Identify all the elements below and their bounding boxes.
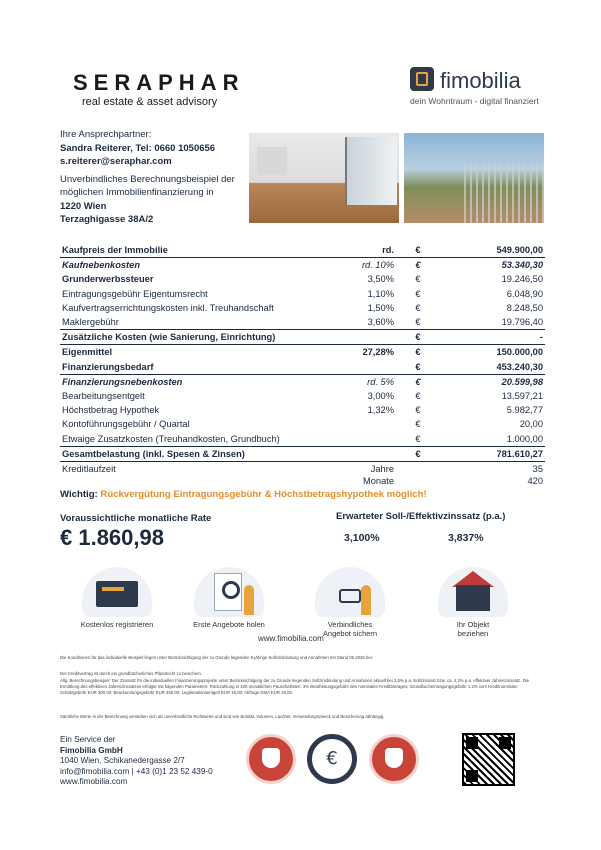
step-offers: Erste Angebote holen — [179, 567, 279, 629]
table-row: Etwaige Zusatzkosten (Treuhandkosten, Grundbuch) € 1.000,00 — [60, 431, 545, 446]
partner-tagline: dein Wohntraum - digital finanziert — [410, 96, 539, 106]
monthly-rate-value: € 1.860,98 — [60, 525, 164, 550]
table-row: Kaufpreis der Immobilie rd. € 549.900,00 — [60, 243, 545, 258]
fineprint-disclaimer: Sämtliche Werte in der Berechnung verstehen sich als unverbindliche Richtwerte und sind von Bonität, Volumen, Laufzeit, Verwendungszweck und Besicherung abhängig. — [60, 714, 385, 719]
magnifier-icon — [194, 567, 264, 617]
refund-hint — [60, 489, 427, 500]
contact-label: Ihre Ansprechpartner: — [60, 129, 152, 140]
terrace-photo — [404, 133, 544, 223]
austria-seal-icon — [246, 734, 296, 784]
footer-company — [60, 735, 213, 788]
footer-web[interactable]: www.fimobilia.com — [60, 777, 128, 787]
footer-company-name: Fimobilia GmbH — [60, 745, 123, 755]
fineprint-lien: Der Kreditvertrag ist durch ein grundbücherliches Pfandrecht zu besichern. — [60, 671, 203, 676]
table-row: Zusätzliche Kosten (wie Sanierung, Einrichtung) € - — [60, 330, 545, 345]
nominal-rate: 3,100% — [344, 532, 380, 544]
table-row: Grunderwerbssteuer 3,50% € 19.246,50 — [62, 274, 543, 285]
table-row: Kreditlaufzeit Jahre 35 — [62, 463, 543, 474]
contact-name-phone[interactable]: Sandra Reiterer, Tel: 0660 1050656 — [60, 142, 216, 154]
partner-name: fimobilia — [440, 68, 521, 93]
brand-name: SERAPHAR — [73, 70, 245, 95]
hint-text: Rückvergütung Eintragungsgebühr & Höchstbetragshypothek möglich! — [100, 489, 427, 500]
table-row: Finanzierungsnebenkosten rd. 5% € 20.599,98 — [62, 376, 543, 387]
step-secure-offer: Verbindliches Angebot sichern — [300, 567, 400, 638]
interior-photo — [249, 133, 399, 223]
handshake-icon — [315, 567, 385, 617]
website-link[interactable]: www.fimobilia.com — [258, 634, 324, 643]
step-register: Kostenlos registrieren — [67, 567, 167, 629]
effective-rate: 3,837% — [448, 532, 484, 544]
table-row: Maklergebühr 3,60% € 19.796,40 — [60, 315, 545, 330]
monthly-rate-label: Voraussichtliche monatliche Rate — [60, 513, 212, 524]
calculation-table — [60, 243, 545, 476]
months-value: 420 — [527, 476, 543, 486]
footer-address: 1040 Wien, Schikanedergasse 2/7 — [60, 756, 185, 766]
table-row: Eintragungsgebühr Eigentumsrecht 1,10% € 6.048,90 — [62, 288, 543, 299]
fineprint-conditions: Die Konditionen für das individuelle Beispiel liegen unter Berücksichtigung der zu Grunde liegenden 5-jährige Sollzinsbindung und Annahmen mit Stand 05.2025 bei: — [60, 655, 373, 660]
fimobilia-logo-icon — [410, 67, 434, 91]
hint-prefix: Wichtig: — [60, 489, 98, 500]
property-city: 1220 Wien — [60, 200, 107, 212]
table-row: Bearbeitungsentgelt 3,00% € 13.597,21 — [62, 390, 543, 401]
laptop-icon — [82, 567, 152, 617]
house-icon — [438, 567, 508, 617]
footer-service: Ein Service der — [60, 735, 116, 744]
brand-tagline: real estate & asset advisory — [82, 96, 218, 108]
table-row: Höchstbetrag Hypothek 1,32% € 5.982,77 — [62, 405, 543, 416]
table-row: Kaufnebenkosten rd. 10% € 53.340,30 — [62, 260, 543, 271]
table-row: Gesamtbelastung (inkl. Spesen & Zinsen) € 781.610,27 — [60, 446, 545, 461]
qr-code-icon[interactable] — [462, 733, 515, 786]
months-label: Monate — [362, 476, 394, 486]
contact-email[interactable]: s.reiterer@seraphar.com — [60, 156, 172, 167]
standesregeln-seal-icon — [307, 734, 357, 784]
interest-label: Erwarteter Soll-/Effektivzinssatz (p.a.) — [336, 511, 506, 522]
table-row: Finanzierungsbedarf € 453.240,30 — [60, 360, 545, 375]
property-street: Terzaghigasse 38A/2 — [60, 214, 154, 225]
contact-intro: Unverbindliches Berechnungsbeispiel der möglichen Immobilienfinanzierung in — [60, 173, 235, 198]
step-move-in: Ihr Objekt beziehen — [423, 567, 523, 638]
footer-contact[interactable]: info@fimobilia.com | +43 (0)1 23 52 439-0 — [60, 766, 213, 776]
contact-block — [60, 128, 250, 227]
table-row: Eigenmittel 27,28% € 150.000,00 — [62, 347, 543, 358]
table-row: Kaufvertragserrichtungskosten inkl. Treuhandschaft 1,50% € 8.248,50 — [62, 302, 543, 313]
table-row: Kontoführungsgebühr / Quartal € 20,00 — [62, 419, 543, 430]
fineprint-example: Allg. Berechnungsbeispiel: Der Zinssatz für die individuellen Finanzierungsprojekte unter Berücksichtigung der zu Grunde liegenden Sollzinsbindung und Annahmen aktuell bei 3,5% p.a. Sollzinssatz bzw. ca. 4,2% p.a. effektiver Jahreszinssatz. Die Ermittlung des effektiven Jahreszinssatzes erfolgte mit folgenden Parametern: Rückzahlung in 420 monatlichen Pauschalraten; 3% Bearbeitungsgebühr des nominalen Kreditbetrages; Grundbucheintragungsgebühr 1,2% vom Kreditnominale; Schätzgebühr EUR 300,00; Beurkundungsgebühr EUR 450,00; Legitimationsentgelt EUR 19,00; Abfrage DMA EUR 25,00. — [60, 678, 530, 696]
austria-seal-icon — [369, 734, 419, 784]
